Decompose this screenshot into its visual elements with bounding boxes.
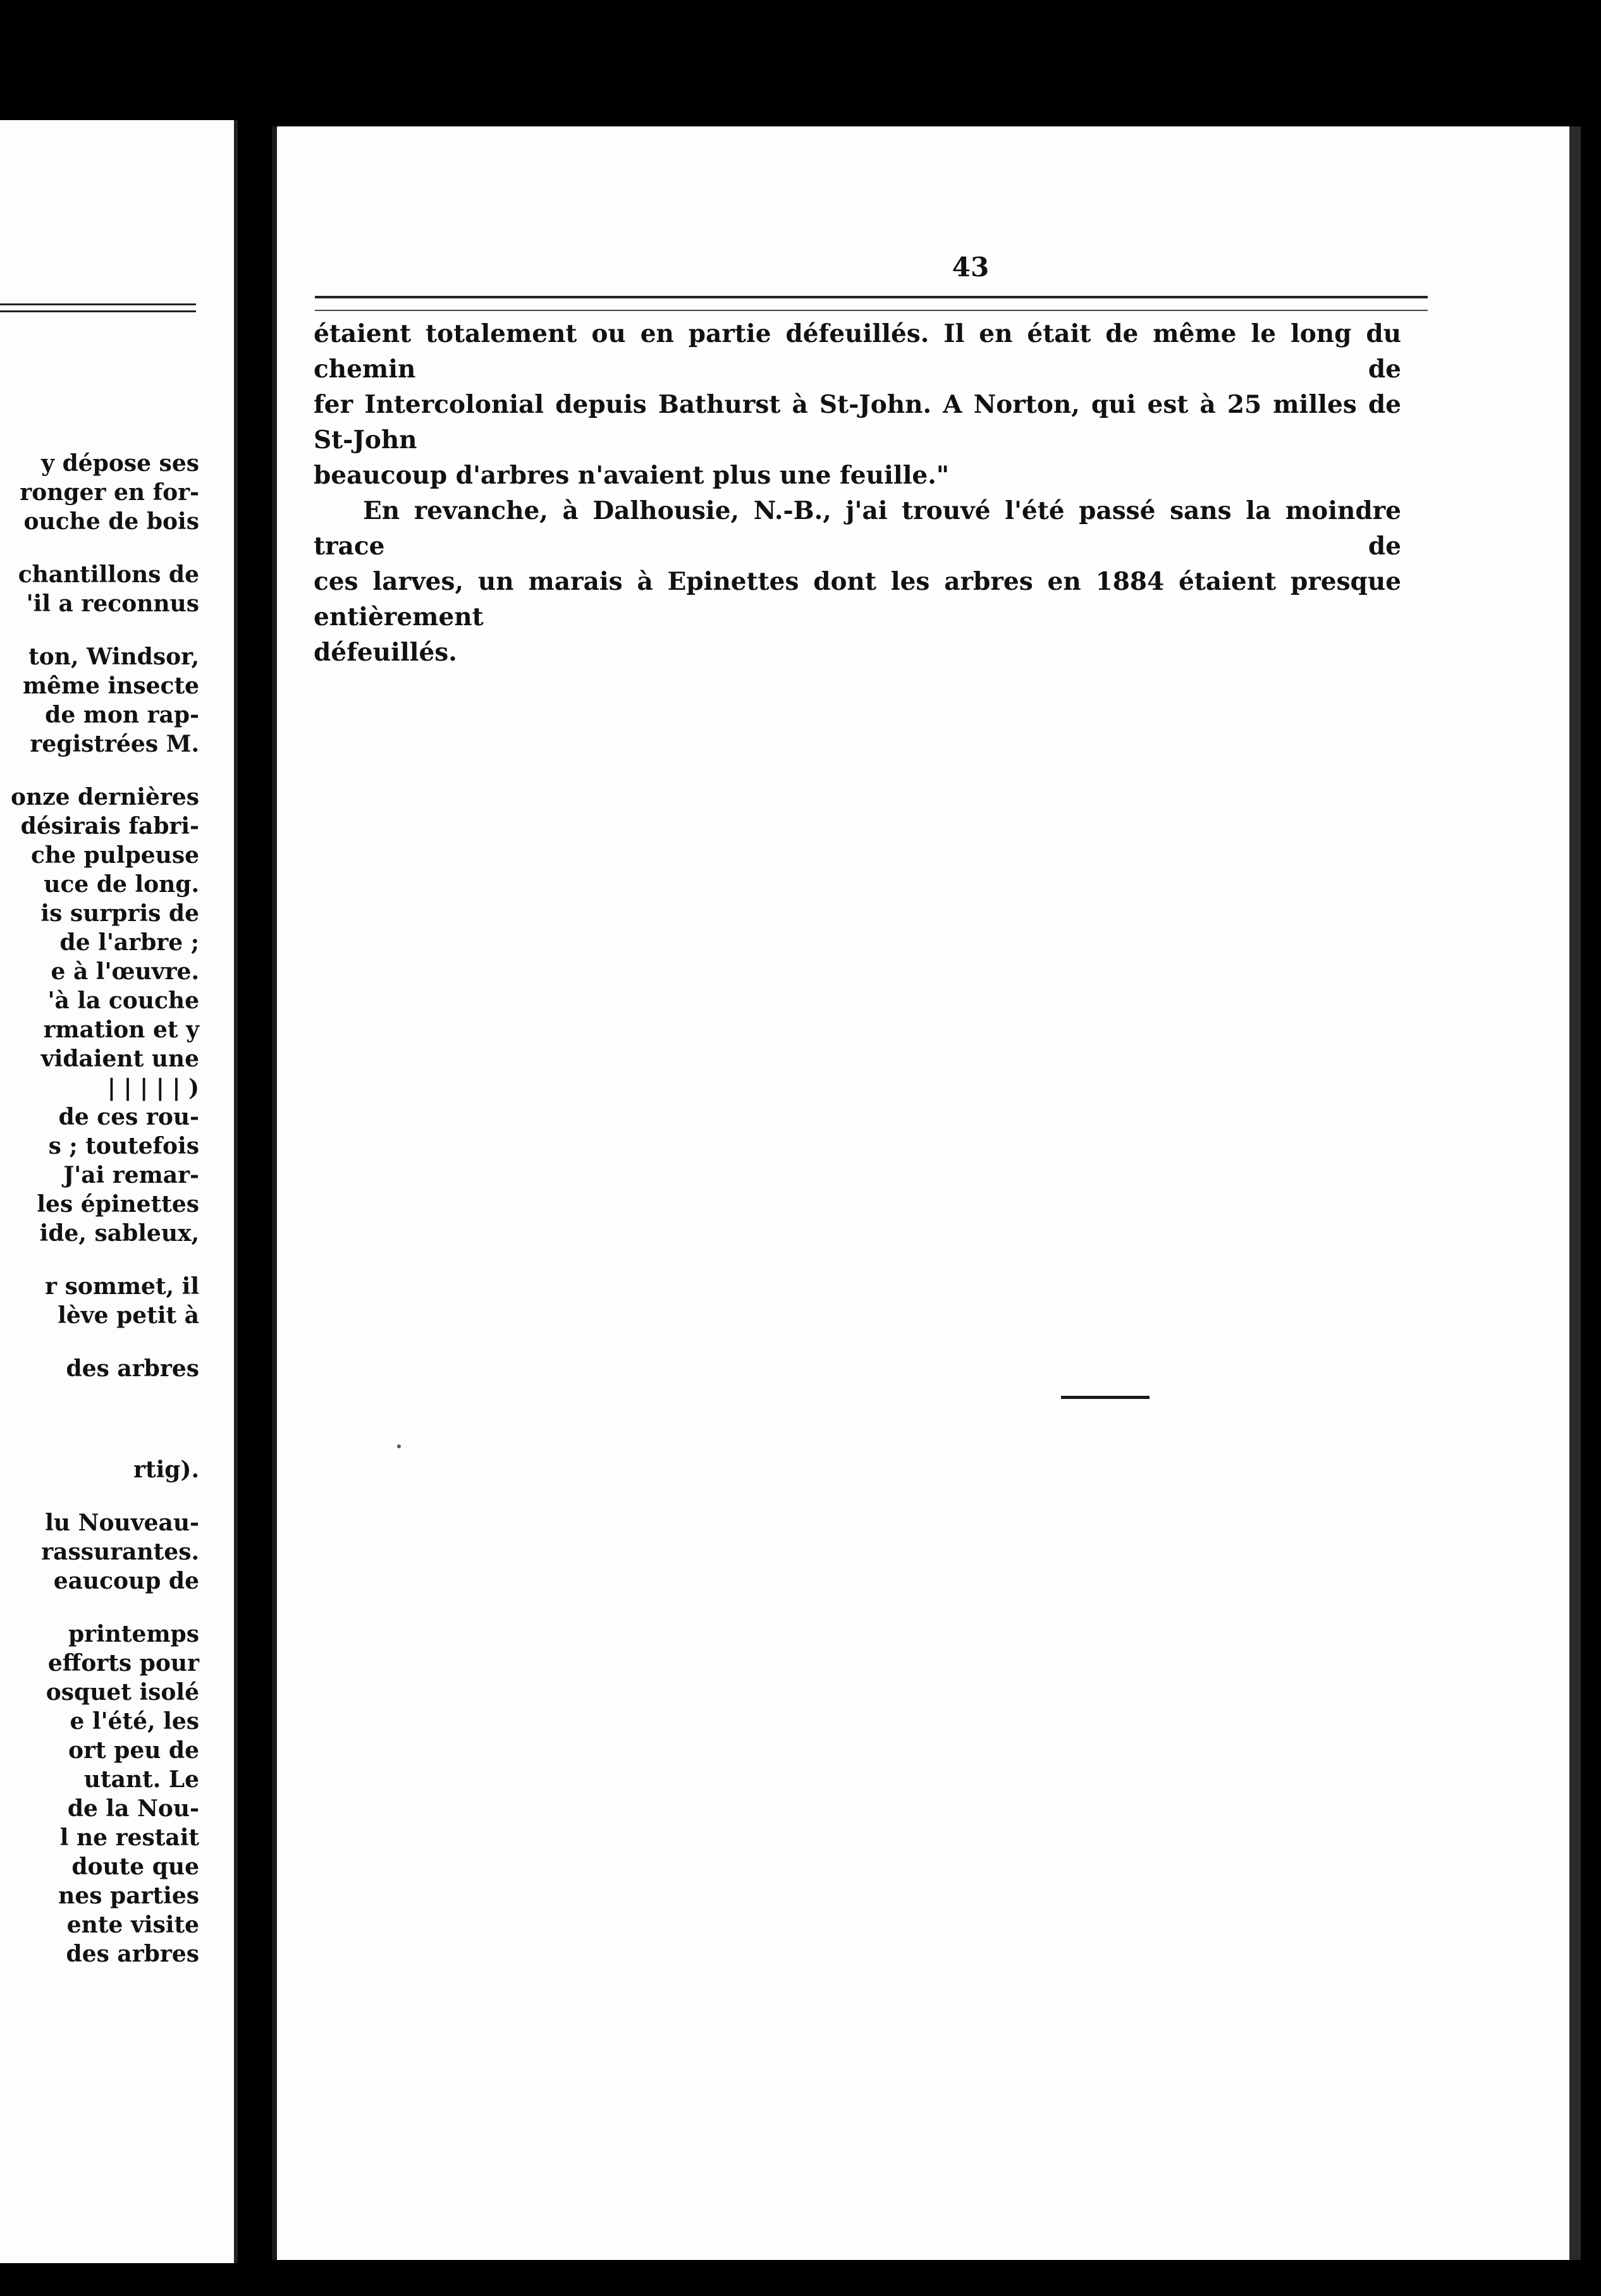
text-line: ces larves, un marais à Epinettes dont les arbres en 1884 étaient presque entièrement [314, 567, 1401, 632]
previous-page-line: registrées M. [30, 731, 199, 757]
previous-page-line: des arbres [66, 1941, 199, 1967]
previous-page-line: rtig). [133, 1456, 199, 1483]
previous-page-line: doute que [71, 1853, 199, 1880]
line-gap [0, 1431, 199, 1455]
previous-page-line: chantillons de [18, 561, 199, 588]
previous-page-line: osquet isolé [46, 1679, 199, 1706]
previous-page-line: y dépose ses [41, 450, 199, 477]
body-text [314, 316, 1401, 670]
line-gap [0, 759, 199, 783]
previous-page-line: même insecte [23, 673, 199, 699]
previous-page-line: e à l'œuvre. [51, 958, 199, 985]
previous-page-line: 'il a reconnus [26, 590, 199, 617]
previous-page-line: de l'arbre ; [59, 929, 199, 956]
line-gap [0, 536, 199, 560]
previous-page-line: de la Nou- [67, 1795, 199, 1822]
previous-page-line: utant. Le [83, 1766, 199, 1793]
previous-page-line: is surpris de [40, 900, 199, 927]
paragraph-2 [314, 493, 1401, 670]
previous-page-line: de ces rou- [58, 1104, 199, 1130]
previous-page-line: ide, sableux, [39, 1220, 199, 1247]
previous-page-line: lu Nouveau- [45, 1510, 199, 1536]
previous-page-line: rassurantes. [41, 1539, 199, 1565]
paragraph-1 [314, 316, 1401, 493]
header-rule [315, 296, 1428, 311]
previous-page-line: eaucoup de [53, 1568, 199, 1594]
previous-page-line: J'ai remar- [63, 1162, 199, 1188]
closing-dash [1061, 1396, 1150, 1399]
line-gap [0, 1407, 199, 1431]
previous-page-line: onze dernières [10, 784, 199, 810]
previous-page-line: lève petit à [58, 1302, 199, 1329]
page-number: 43 [952, 252, 990, 283]
previous-page-line: r sommet, il [45, 1273, 199, 1300]
previous-page-line: ton, Windsor, [28, 644, 199, 670]
previous-page-line: rmation et y [43, 1017, 199, 1043]
line-gap [0, 1596, 199, 1620]
text-line: étaient totalement ou en partie défeuillés. Il en était de même le long du chemin de [314, 319, 1401, 384]
line-gap [0, 1248, 199, 1272]
previous-page-line: de mon rap- [45, 702, 199, 728]
previous-page-line: che pulpeuse [31, 842, 199, 869]
line-gap [0, 1330, 199, 1354]
text-line: beaucoup d'arbres n'avaient plus une feuille." [314, 461, 950, 490]
previous-page-line: ente visite [66, 1912, 199, 1938]
previous-page-line: e l'été, les [70, 1708, 199, 1735]
previous-page-line: nes parties [58, 1883, 199, 1909]
previous-page-line: ronger en for- [20, 479, 199, 506]
previous-page-line: efforts pour [47, 1650, 199, 1676]
line-gap [0, 1484, 199, 1508]
text-line: En revanche, à Dalhousie, N.-B., j'ai trouvé l'été passé sans la moindre trace de [314, 496, 1401, 561]
previous-page-line: les épinettes [37, 1191, 199, 1218]
previous-page-line: ort peu de [68, 1737, 199, 1764]
page [272, 126, 1581, 2260]
line-gap [0, 1383, 199, 1407]
line-gap [0, 618, 199, 642]
previous-page-text [0, 449, 199, 1969]
previous-page-line: ouche de bois [23, 508, 199, 535]
previous-page-rule [0, 303, 196, 312]
previous-page-line: s ; toutefois [48, 1133, 199, 1159]
text-line: défeuillés. [314, 638, 457, 667]
text-line: fer Intercolonial depuis Bathurst à St-John. A Norton, qui est à 25 milles de St-John [314, 390, 1401, 455]
previous-page-line: | | | | | ) [107, 1075, 199, 1101]
previous-page-line: des arbres [66, 1355, 199, 1382]
previous-page-line: l ne restait [59, 1824, 199, 1851]
previous-page-line: uce de long. [44, 871, 199, 898]
previous-page-line: 'à la couche [47, 987, 199, 1014]
previous-page-fragment [0, 120, 238, 2263]
previous-page-line: vidaient une [40, 1046, 199, 1072]
scan-speck [397, 1444, 401, 1448]
previous-page-line: désirais fabri- [20, 813, 199, 840]
previous-page-line: printemps [68, 1621, 199, 1647]
